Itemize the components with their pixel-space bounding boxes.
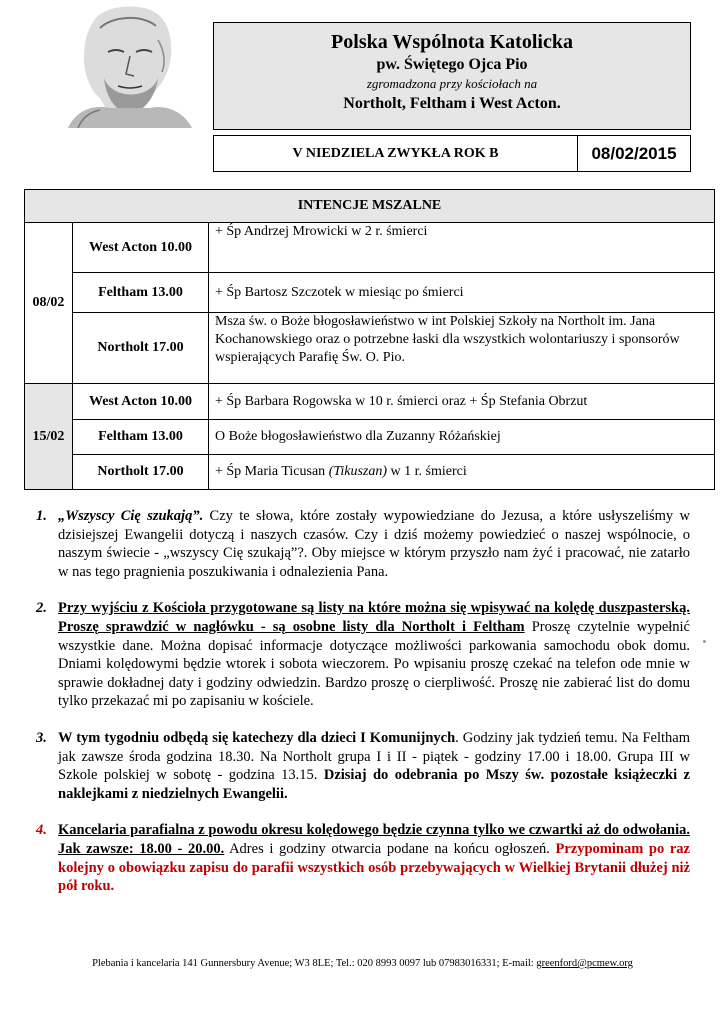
community-title: Polska Wspólnota Katolicka xyxy=(331,31,573,53)
stray-dot xyxy=(703,640,706,643)
announcement-4: 4. Kancelaria parafialna z powodu okresu kolędowego będzie czynna tylko we czwartki aż do odwołania. Jak zawsze: 18.00 - 20.00. Adres i godziny otwarcia podane na końcu ogłoszeń. Przypominam po raz kolejny o obowiązku zapisu do parafii wszystkich osób przebywających w Wielkiej Brytanii dłużej niż pół roku. xyxy=(36,822,690,895)
sunday-date: 08/02/2015 xyxy=(591,143,677,163)
mass-intention: + Śp Bartosz Szczotek w miesiąc po śmierci xyxy=(209,273,715,313)
table-row xyxy=(25,273,715,313)
parish-patron: pw. Świętego Ojca Pio xyxy=(376,56,528,73)
sunday-label: V NIEDZIELA ZWYKŁA ROK B xyxy=(214,136,578,171)
parish-places: Northolt, Feltham i West Acton. xyxy=(343,95,561,112)
email-link[interactable]: greenford@pcmew.org xyxy=(536,958,633,969)
day-date: 15/02 xyxy=(25,384,73,490)
header-box xyxy=(213,22,691,130)
mass-location: Feltham 13.00 xyxy=(73,273,209,313)
sunday-bar xyxy=(213,135,691,172)
mass-intention: Msza św. o Boże błogosławieństwo w int Polskiej Szkoły na Northolt im. Jana Kochanowskiego oraz o potrzebne łaski dla wszystkich wolontariuszy i sponsorów wspierających Parafię Św. O. Pio. xyxy=(209,313,715,384)
table-row xyxy=(25,223,715,273)
announcement-3: 3. W tym tygodniu odbędą się katechezy dla dzieci I Komunijnych. Godziny jak tydzień temu. Na Feltham jak zawsze środa godzina 18.30. Na Northolt grupa I i II - piątek - godziny 17.00 i 18.00. Grupa III w Szkole polskiej w sobotę - godzina 13.15. Dzisiaj do odebrania po Mszy św. pozostałe książeczki z naklejkami z niedzielnych Ewangelii. xyxy=(36,729,690,802)
announcement-2: 2. Przy wyjściu z Kościoła przygotowane są listy na które można się wpisywać na kolędę duszpasterską. Proszę sprawdzić w nagłówku - są osobne listy dla Northolt i Feltham Proszę czytelnie wypełnić wszystkie dane. Można dopisać informacje dotyczące możliwości parkowania samochodu obok domu. Dniami kolędowymi będzie wtorek i sobota wieczorem. Po wpisaniu proszę czekać na telefon ode mnie w sprawie dokładnej daty i godziny odwiedzin. Bardzo proszę o cierpliwość. Proszę nie zabierać list do domu tylko przekazać mi po zapisaniu w kościele. xyxy=(36,600,690,710)
mass-location: West Acton 10.00 xyxy=(73,223,209,273)
table-row xyxy=(25,455,715,490)
announcements xyxy=(36,507,690,914)
table-row xyxy=(25,420,715,455)
gathered-text: zgromadzona przy kościołach na xyxy=(366,76,538,91)
table-row xyxy=(25,313,715,384)
mass-location: West Acton 10.00 xyxy=(73,384,209,420)
mass-intention: + Śp Barbara Rogowska w 10 r. śmierci oraz + Śp Stefania Obrzut xyxy=(209,384,715,420)
mass-intention: O Boże błogosławieństwo dla Zuzanny Różańskiej xyxy=(209,420,715,455)
mass-location: Northolt 17.00 xyxy=(73,313,209,384)
mass-location: Feltham 13.00 xyxy=(73,420,209,455)
table-row xyxy=(25,384,715,420)
mass-intention: + Śp Andrzej Mrowicki w 2 r. śmierci xyxy=(209,223,715,273)
mass-intentions-table xyxy=(24,222,715,490)
mass-intention: + Śp Maria Ticusan (Tikuszan) w 1 r. śmierci xyxy=(209,455,715,490)
intentions-heading: INTENCJE MSZALNE xyxy=(24,189,715,223)
announcement-1: 1. „Wszyscy Cię szukają”. Czy te słowa, które zostały wypowiedziane do Jezusa, a które usłyszeliśmy w dzisiejszej Ewangelii dotyczą i naszych czasów. Czy i dziś możemy powiedzieć o naszej wspólnocie, o naszym świecie - „wszyscy Cię szukają”?. Oby miejsce w którym przyszło nam żyć i pracować, nie zatarło w nas tego pragnienia poszukiwania i odnalezienia Pana. xyxy=(36,508,690,580)
footer-contact: Plebania i kancelaria 141 Gunnersbury Avenue; W3 8LE; Tel.: 020 8993 0097 lub 07983016331; E-mail: greenford@pcmew.org xyxy=(92,958,633,969)
padre-pio-portrait xyxy=(38,0,196,128)
mass-location: Northolt 17.00 xyxy=(73,455,209,490)
day-date: 08/02 xyxy=(25,223,73,384)
